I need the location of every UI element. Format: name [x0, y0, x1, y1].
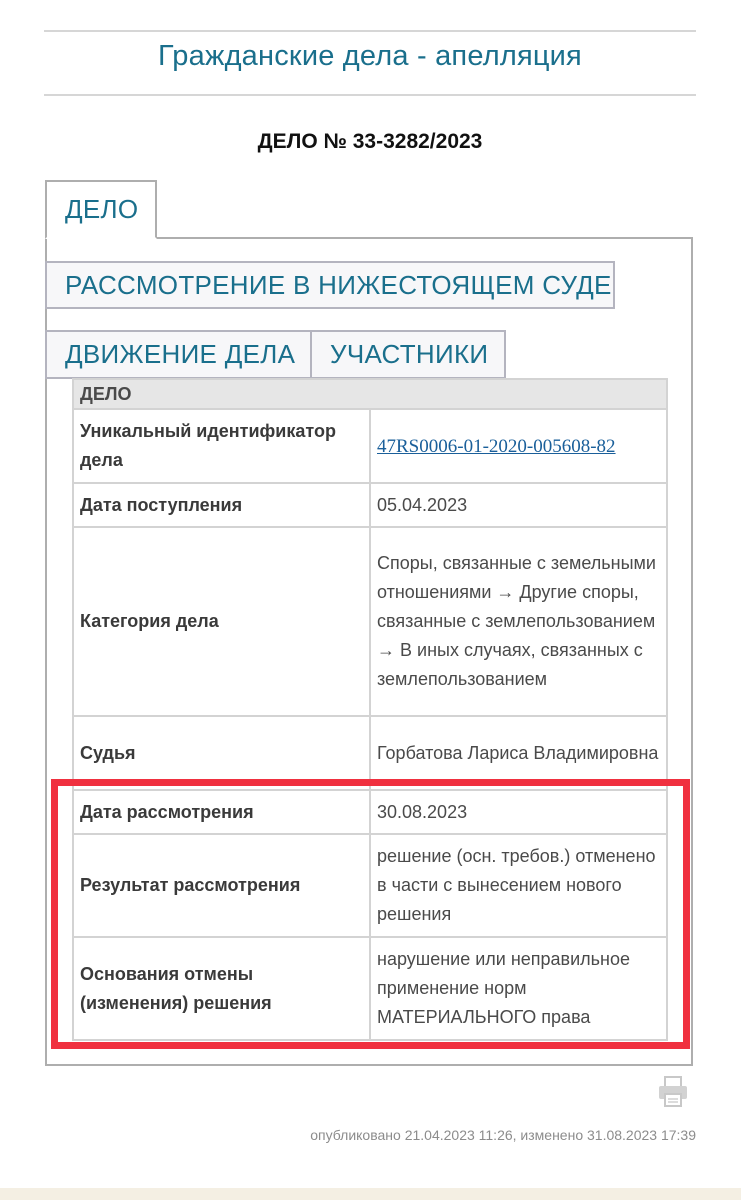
tab-lower-court-label: РАССМОТРЕНИЕ В НИЖЕСТОЯЩЕМ СУДЕ [65, 269, 612, 300]
case-number: ДЕЛО № 33-3282/2023 [257, 130, 483, 153]
row-label: Уникальный идентификатор дела [73, 409, 370, 483]
tab-lower-court[interactable] [45, 261, 615, 309]
row-label: Дата поступления [73, 483, 370, 527]
row-value [370, 409, 667, 483]
tab-participants-label: УЧАСТНИКИ [330, 339, 489, 369]
row-label: Результат рассмотрения [73, 834, 370, 937]
tab-case[interactable] [45, 180, 157, 239]
row-value: 30.08.2023 [370, 790, 667, 834]
table-row [73, 409, 667, 483]
row-value: решение (осн. требов.) отменено в части с вынесением нового решения [370, 834, 667, 937]
row-value: 05.04.2023 [370, 483, 667, 527]
table-row [73, 716, 667, 790]
table-row [73, 790, 667, 834]
printer-icon[interactable] [656, 1075, 690, 1109]
tab-case-movement-label: ДВИЖЕНИЕ ДЕЛА [65, 339, 296, 369]
row-label: Судья [73, 716, 370, 790]
table-row [73, 527, 667, 716]
row-label: Основания отмены (изменения) решения [73, 937, 370, 1040]
top-divider [44, 30, 696, 32]
tab-case-movement[interactable] [45, 330, 312, 379]
row-label: Категория дела [73, 527, 370, 716]
table-row [73, 937, 667, 1040]
table-row [73, 483, 667, 527]
publication-info: опубликовано 21.04.2023 11:26, изменено 31.08.2023 17:39 [310, 1127, 696, 1143]
row-value: нарушение или неправильное применение норм МАТЕРИАЛЬНОГО права [370, 937, 667, 1040]
case-info-table [72, 378, 668, 1041]
row-value: Споры, связанные с земельными отношениями → Другие споры, связанные с землепользованием → В иных случаях, связанных с землепользованием [370, 527, 667, 716]
tab-participants[interactable] [310, 330, 506, 379]
table-row [73, 834, 667, 937]
title-divider [44, 94, 696, 96]
table-heading-row [73, 379, 667, 409]
tab-case-label: ДЕЛО [65, 194, 139, 224]
table-heading: ДЕЛО [73, 379, 667, 409]
row-label: Дата рассмотрения [73, 790, 370, 834]
case-id-link[interactable]: 47RS0006-01-2020-005608-82 [377, 435, 616, 457]
row-value: Горбатова Лариса Владимировна [370, 716, 667, 790]
page-title: Гражданские дела - апелляция [158, 40, 582, 72]
